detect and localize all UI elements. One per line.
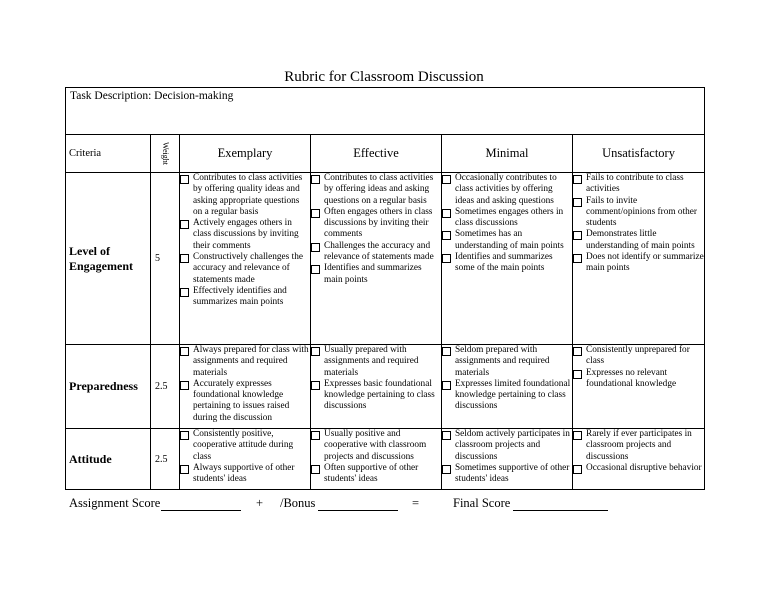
checkbox-icon [573, 175, 582, 184]
descriptor-item: Contributes to class activities by offering quality ideas and asking appropriate questions on a regular basis [180, 173, 310, 218]
descriptor-item: Identifies and summarizes some of the main points [442, 252, 572, 275]
descriptor-item: Demonstrates little understanding of main points [573, 229, 704, 252]
descriptor-item: Contributes to class activities by offering ideas and asking questions on a regular basis [311, 173, 441, 207]
checkbox-icon [180, 347, 189, 356]
descriptor-item: Expresses no relevant foundational knowledge [573, 368, 704, 391]
rubric-row-preparedness [66, 345, 705, 429]
descriptor-item: Occasionally contributes to class activities by offering ideas and asking questions [442, 173, 572, 207]
cell-exemplary [180, 173, 311, 345]
cell-unsatisfactory [573, 173, 705, 345]
checkbox-icon [180, 431, 189, 440]
checkbox-icon [311, 175, 320, 184]
checkbox-icon [311, 209, 320, 218]
checkbox-icon [180, 288, 189, 297]
row-weight: 5 [151, 173, 180, 345]
cell-effective [311, 173, 442, 345]
cell-unsatisfactory [573, 345, 705, 429]
task-description: Task Description: Decision-making [66, 88, 705, 135]
page-title: Rubric for Classroom Discussion [284, 69, 484, 85]
rubric-row-engagement [66, 173, 705, 345]
descriptor-item: Sometimes has an understanding of main points [442, 229, 572, 252]
final-score-label: Final Score [453, 496, 511, 510]
descriptor-item: Usually positive and cooperative with classroom projects and discussions [311, 429, 441, 463]
checkbox-icon [442, 231, 451, 240]
checkbox-icon [180, 175, 189, 184]
descriptor-item: Expresses basic foundational knowledge pertaining to class discussions [311, 379, 441, 413]
task-description-row [66, 88, 705, 135]
cell-minimal [442, 345, 573, 429]
descriptor-item: Rarely if ever participates in classroom projects and discussions [573, 429, 704, 463]
checkbox-icon [311, 381, 320, 390]
equals-sign: = [412, 496, 420, 510]
descriptor-item: Often supportive of other students' ideas [311, 463, 441, 486]
descriptor-item: Constructively challenges the accuracy and relevance of statements made [180, 252, 310, 286]
cell-minimal [442, 173, 573, 345]
row-weight: 2.5 [151, 429, 180, 490]
descriptor-item: Consistently unprepared for class [573, 345, 704, 368]
descriptor-item: Fails to invite comment/opinions from other students [573, 196, 704, 230]
cell-effective [311, 429, 442, 490]
descriptor-item: Usually prepared with assignments and required materials [311, 345, 441, 379]
level-header-exemplary: Exemplary [180, 135, 311, 173]
level-header-effective: Effective [311, 135, 442, 173]
checkbox-icon [311, 243, 320, 252]
checkbox-icon [573, 231, 582, 240]
checkbox-icon [442, 347, 451, 356]
descriptor-item: Occasional disruptive behavior [573, 463, 704, 474]
descriptor-item: Accurately expresses foundational knowledge pertaining to issues raised during the discussion [180, 379, 310, 424]
plus-sign: + [256, 496, 264, 510]
assignment-score-line[interactable] [161, 509, 241, 511]
cell-effective [311, 345, 442, 429]
assignment-score-label: Assignment Score [69, 496, 161, 510]
checkbox-icon [442, 175, 451, 184]
checkbox-icon [311, 265, 320, 274]
checkbox-icon [442, 381, 451, 390]
row-label: Preparedness [66, 345, 151, 429]
descriptor-item: Actively engages others in class discussions by inviting their comments [180, 218, 310, 252]
weight-header [151, 135, 180, 173]
descriptor-item: Always supportive of other students' ideas [180, 463, 310, 486]
descriptor-item: Expresses limited foundational knowledge pertaining to class discussions [442, 379, 572, 413]
level-header-minimal: Minimal [442, 135, 573, 173]
descriptor-item: Seldom actively participates in classroom projects and discussions [442, 429, 572, 463]
row-label: Attitude [66, 429, 151, 490]
checkbox-icon [442, 431, 451, 440]
criteria-header: Criteria [66, 135, 151, 173]
descriptor-item: Effectively identifies and summarizes main points [180, 286, 310, 309]
checkbox-icon [573, 431, 582, 440]
descriptor-item: Often engages others in class discussions by inviting their comments [311, 207, 441, 241]
rubric-row-attitude [66, 429, 705, 490]
descriptor-item: Fails to contribute to class activities [573, 173, 704, 196]
bonus-label: /Bonus [280, 496, 316, 510]
cell-exemplary [180, 429, 311, 490]
checkbox-icon [573, 370, 582, 379]
final-score-line[interactable] [513, 509, 608, 511]
checkbox-icon [311, 347, 320, 356]
row-label: Level of Engagement [66, 173, 151, 345]
row-weight: 2.5 [151, 345, 180, 429]
cell-minimal [442, 429, 573, 490]
descriptor-item: Challenges the accuracy and relevance of statements made [311, 241, 441, 264]
cell-exemplary [180, 345, 311, 429]
header-row [66, 135, 705, 173]
checkbox-icon [180, 381, 189, 390]
checkbox-icon [180, 465, 189, 474]
checkbox-icon [442, 465, 451, 474]
descriptor-item: Always prepared for class with assignments and required materials [180, 345, 310, 379]
descriptor-item: Seldom prepared with assignments and required materials [442, 345, 572, 379]
checkbox-icon [180, 254, 189, 263]
checkbox-icon [573, 198, 582, 207]
descriptor-item: Sometimes supportive of other students' ideas [442, 463, 572, 486]
cell-unsatisfactory [573, 429, 705, 490]
checkbox-icon [573, 347, 582, 356]
weight-header-text: Weight [160, 142, 170, 165]
descriptor-item: Consistently positive, cooperative attitude during class [180, 429, 310, 463]
rubric-table [65, 87, 705, 490]
checkbox-icon [311, 431, 320, 440]
bonus-line[interactable] [318, 509, 398, 511]
descriptor-item: Sometimes engages others in class discussions [442, 207, 572, 230]
checkbox-icon [180, 220, 189, 229]
descriptor-item: Identifies and summarizes main points [311, 263, 441, 286]
descriptor-item: Does not identify or summarize main points [573, 252, 704, 275]
checkbox-icon [442, 254, 451, 263]
checkbox-icon [573, 254, 582, 263]
checkbox-icon [311, 465, 320, 474]
level-header-unsatisfactory: Unsatisfactory [573, 135, 705, 173]
checkbox-icon [442, 209, 451, 218]
checkbox-icon [573, 465, 582, 474]
